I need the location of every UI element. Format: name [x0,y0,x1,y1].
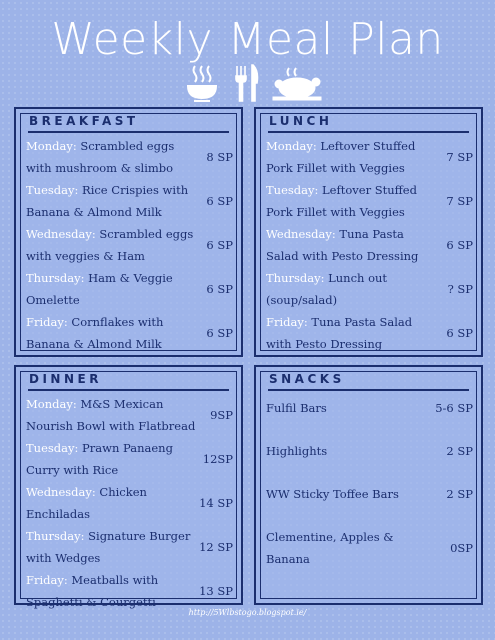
smart-points: 6 SP [206,194,233,208]
smart-points: 7 SP [446,150,473,164]
lunch-box [254,107,483,357]
meal-text [26,267,196,311]
meal-entry [266,179,473,223]
meal-name: Scrambled eggs with veggies & Ham [26,227,194,263]
meal-text [26,179,196,223]
meal-entry [26,311,233,355]
soup-bowl-icon [188,66,216,101]
smart-points: 7 SP [446,194,473,208]
breakfast-rule [28,131,229,133]
smart-points: 9SP [210,408,233,422]
meal-text [26,311,196,355]
meal-text [266,135,436,179]
meal-entry [266,223,473,267]
meal-text [266,267,436,311]
day-label: Wednesday: [26,227,96,241]
smart-points: 12 SP [199,540,233,554]
day-label: Monday: [26,397,77,411]
meal-entry [26,569,233,613]
smart-points: 2 SP [446,444,473,458]
breakfast-list [26,135,233,355]
meal-name: Scrambled eggs with mushroom & slimbo [26,139,175,175]
meal-entry [266,267,473,311]
meal-text [26,569,196,613]
meal-entry [26,525,233,569]
meal-name: Leftover Stuffed Pork Fillet with Veggies [266,139,416,175]
day-label: Thursday: [26,529,85,543]
meal-text [266,440,436,462]
meal-entry [266,440,473,462]
meal-text [26,525,196,569]
meal-entry [266,397,473,419]
day-label: Wednesday: [26,485,96,499]
meal-text [266,526,436,570]
day-label: Wednesday: [266,227,336,241]
smart-points: 14 SP [199,496,233,510]
meal-name: Chicken Enchiladas [26,485,147,521]
meal-text [266,483,436,505]
day-label: Thursday: [266,271,325,285]
snacks-rule [268,389,469,391]
smart-points: 6 SP [206,326,233,340]
meal-text [26,481,196,525]
smart-points: 8 SP [206,150,233,164]
meal-name: Ham & Veggie Omelette [26,271,173,307]
meal-text [26,393,196,437]
smart-points: 2 SP [446,487,473,501]
meal-name: Lunch out (soup/salad) [266,271,388,307]
meal-name: Signature Burger with Wedges [26,529,191,565]
meal-entry [26,223,233,267]
smart-points: 6 SP [206,282,233,296]
meal-name: WW Sticky Toffee Bars [266,487,399,501]
meal-name: Rice Crispies with Banana & Almond Milk [26,183,189,219]
dinner-box [14,365,243,609]
meal-entry [266,135,473,179]
meal-name: Clementine, Apples & Banana [266,530,394,566]
dinner-list [26,393,233,613]
snacks-list [266,397,473,591]
meal-entry [266,526,473,570]
meal-name: M&S Mexican Nourish Bowl with Flatbread [26,397,196,433]
day-label: Friday: [266,315,308,329]
smart-points: 0SP [450,541,473,555]
dinner-rule [28,389,229,391]
meal-text [266,223,436,267]
meal-name: Highlights [266,444,328,458]
meal-name: Prawn Panaeng Curry with Rice [26,441,173,477]
meal-name: Meatballs with Spaghetti & Courgetti [26,573,159,609]
meal-entry [26,179,233,223]
meal-entry [266,483,473,505]
meal-name: Cornflakes with Banana & Almond Milk [26,315,164,351]
meal-entry [26,393,233,437]
meal-entry [26,437,233,481]
meal-icons [185,62,325,104]
meal-entry [26,481,233,525]
meal-entry [266,311,473,355]
breakfast-heading: BREAKFAST [29,114,139,128]
breakfast-box [14,107,243,357]
meal-name: Tuna Pasta Salad with Pesto Dressing [266,227,419,263]
smart-points: 6 SP [206,238,233,252]
meal-text [26,223,196,267]
smart-points: 5-6 SP [435,401,473,415]
meal-name: Tuna Pasta Salad with Pesto Dressing [266,315,413,351]
meal-text [266,311,436,355]
meal-entry [26,135,233,179]
day-label: Friday: [26,315,68,329]
meal-text [26,437,196,481]
day-label: Monday: [26,139,77,153]
page-title: Weekly Meal Plan [51,14,444,65]
day-label: Thursday: [26,271,85,285]
day-label: Monday: [266,139,317,153]
meal-text [266,397,436,419]
meal-entry [26,267,233,311]
lunch-list [266,135,473,355]
blog-url: http://5Wlbstogo.blogspot.ie/ [188,608,307,617]
day-label: Tuesday: [26,441,79,455]
smart-points: 13 SP [199,584,233,598]
smart-points: ? SP [447,282,473,296]
meal-text [26,135,196,179]
smart-points: 6 SP [446,326,473,340]
dinner-heading: DINNER [29,372,102,386]
meal-name: Fulfil Bars [266,401,327,415]
day-label: Friday: [26,573,68,587]
roast-chicken-icon [273,68,321,100]
lunch-heading: LUNCH [269,114,333,128]
fork-knife-icon [236,65,258,101]
smart-points: 12SP [202,452,233,466]
smart-points: 6 SP [446,238,473,252]
meal-name: Leftover Stuffed Pork Fillet with Veggies [266,183,417,219]
meal-text [266,179,436,223]
snacks-heading: SNACKS [269,372,345,386]
lunch-rule [268,131,469,133]
snacks-box [254,365,483,605]
day-label: Tuesday: [26,183,79,197]
day-label: Tuesday: [266,183,319,197]
